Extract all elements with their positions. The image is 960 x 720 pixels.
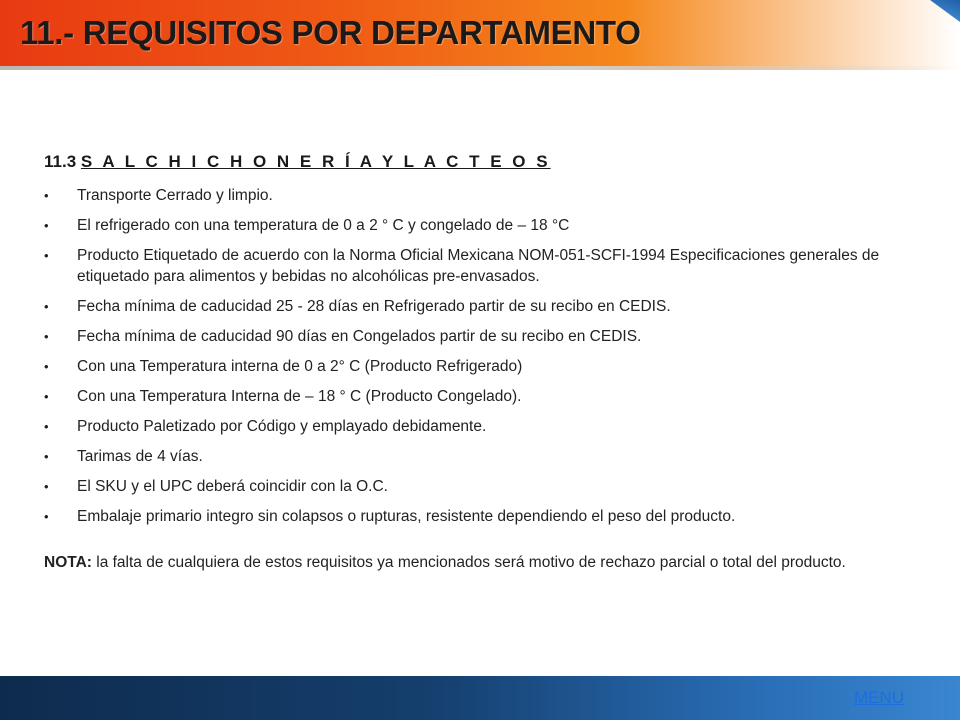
bullet-icon: • [44,329,49,344]
requirement-text: Con una Temperatura Interna de – 18 ° C (Producto Congelado). [77,388,522,405]
bullet-icon: • [44,359,49,374]
list-item [44,185,924,206]
section-name: S A L C H I C H O N E R Í A Y L A C T E O S [80,152,551,171]
requirement-text: Fecha mínima de caducidad 25 - 28 días en Refrigerado partir de su recibo en CEDIS. [77,298,671,315]
note-text: la falta de cualquiera de estos requisitos ya mencionados será motivo de rechazo parcial o total del producto. [96,554,846,571]
list-item [44,506,924,527]
bullet-icon: • [44,509,49,524]
requirements-list [44,185,924,527]
section-number: 11.3 [44,152,77,171]
bullet-icon: • [44,248,49,263]
list-item [44,245,924,287]
note-paragraph [44,551,904,574]
requirement-text: Fecha mínima de caducidad 90 días en Congelados partir de su recibo en CEDIS. [77,328,642,345]
requirement-text: Embalaje primario integro sin colapsos o rupturas, resistente dependiendo el peso del producto. [77,508,736,525]
list-item [44,416,924,437]
requirement-text: El refrigerado con una temperatura de 0 a 2 ° C y congelado de – 18 °C [77,217,570,234]
bullet-icon: • [44,419,49,434]
slide-content [44,152,924,574]
requirement-text: Transporte Cerrado y limpio. [77,187,273,204]
list-item [44,446,924,467]
list-item [44,215,924,236]
page-title: 11.- REQUISITOS POR DEPARTAMENTO [20,14,641,51]
requirement-text: Producto Paletizado por Código y emplayado debidamente. [77,418,487,435]
bullet-icon: • [44,299,49,314]
section-heading [44,152,924,172]
footer-bar [0,676,960,720]
bullet-icon: • [44,389,49,404]
list-item [44,326,924,347]
list-item [44,356,924,377]
list-item [44,296,924,317]
list-item [44,386,924,407]
bullet-icon: • [44,188,49,203]
bullet-icon: • [44,449,49,464]
requirement-text: Tarimas de 4 vías. [77,448,203,465]
requirement-text: Producto Etiquetado de acuerdo con la Norma Oficial Mexicana NOM-051-SCFI-1994 Especificaciones generales de etiquetado para alimentos y bebidas no alcohólicas pre-envasados. [77,247,880,285]
bullet-icon: • [44,479,49,494]
menu-link[interactable]: MENU [853,688,904,707]
requirement-text: Con una Temperatura interna de 0 a 2° C (Producto Refrigerado) [77,358,523,375]
requirement-text: El SKU y el UPC deberá coincidir con la O.C. [77,478,388,495]
note-label: NOTA: [44,554,92,571]
list-item [44,476,924,497]
bullet-icon: • [44,218,49,233]
